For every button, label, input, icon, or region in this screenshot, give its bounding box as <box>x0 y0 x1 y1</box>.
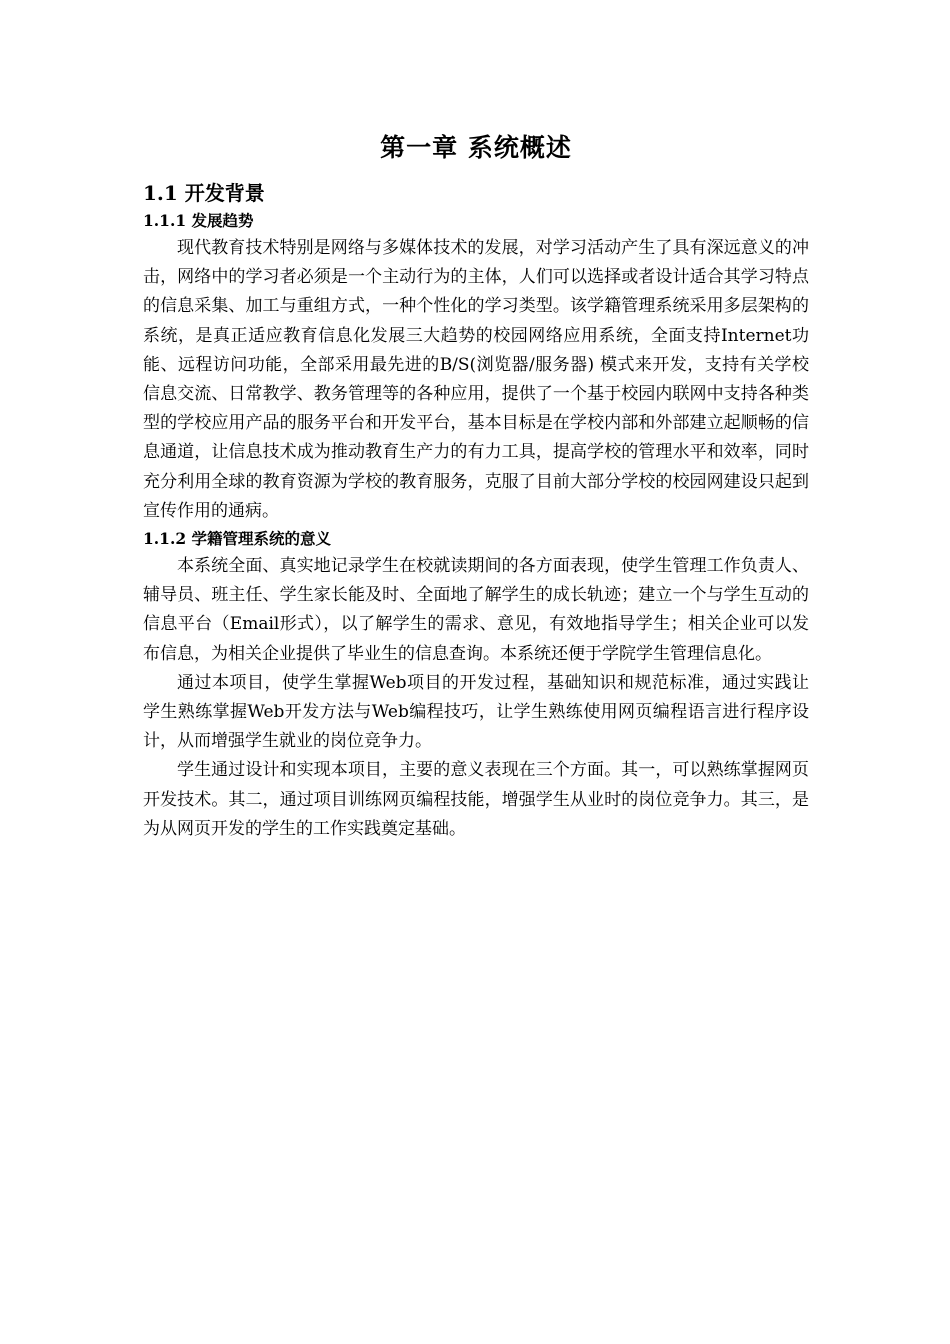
paragraph-three-aspects: 学生通过设计和实现本项目，主要的意义表现在三个方面。其一，可以熟练掌握网页开发技术。其二，通过项目训练网页编程技能，增强学生从业时的岗位竞争力。其三，是为从网页开发的学生的工作实践奠定基础。 <box>143 760 809 839</box>
section-title-1-1: 1.1 开发背景 <box>143 181 265 205</box>
paragraph-system-significance: 本系统全面、真实地记录学生在校就读期间的各方面表现，使学生管理工作负责人、辅导员、班主任、学生家长能及时、全面地了解学生的成长轨迹；建立一个与学生互动的信息平台（Email形式），以了解学生的需求、意见，有效地指导学生；相关企业可以发布信息，为相关企业提供了毕业生的信息查询。本系统还便于学院学生管理信息化。 <box>143 556 809 664</box>
document-body <box>143 128 809 844</box>
paragraph-project-skills: 通过本项目，使学生掌握Web项目的开发过程，基础知识和规范标准，通过实践让学生熟练掌握Web开发方法与Web编程技巧，让学生熟练使用网页编程语言进行程序设计，从而增强学生就业的岗位竞争力。 <box>143 672 809 752</box>
subsection-title-1-1-1: 1.1.1 发展趋势 <box>143 211 254 230</box>
chapter-title: 第一章 系统概述 <box>380 133 572 162</box>
subsection-title-1-1-2: 1.1.2 学籍管理系统的意义 <box>143 529 332 549</box>
paragraph-development-trend: 现代教育技术特别是网络与多媒体技术的发展，对学习活动产生了具有深远意义的冲击，网络中的学习者必须是一个主动行为的主体，人们可以选择或者设计适合其学习特点的信息采集、加工与重组方式，一种个性化的学习类型。该学籍管理系统采用多层架构的系统，是真正适应教育信息化发展三大趋势的校园网络应用系统，全面支持Internet功能、远程访问功能，全部采用最先进的B/S(浏览器/服务器) 模式来开发，支持有关学校信息交流、日常教学、教务管理等的各种应用，提供了一个基于校园内联网中支持各种类型的学校应用产品的服务平台和开发平台，基本目标是在学校内部和外部建立起顺畅的信息通道，让信息技术成为推动教育生产力的有力工具，提高学校的管理水平和效率，同时充分利用全球的教育资源为学校的教育服务，克服了目前大部分学校的校园网建设只起到宣传作用的通病。 <box>143 238 809 521</box>
